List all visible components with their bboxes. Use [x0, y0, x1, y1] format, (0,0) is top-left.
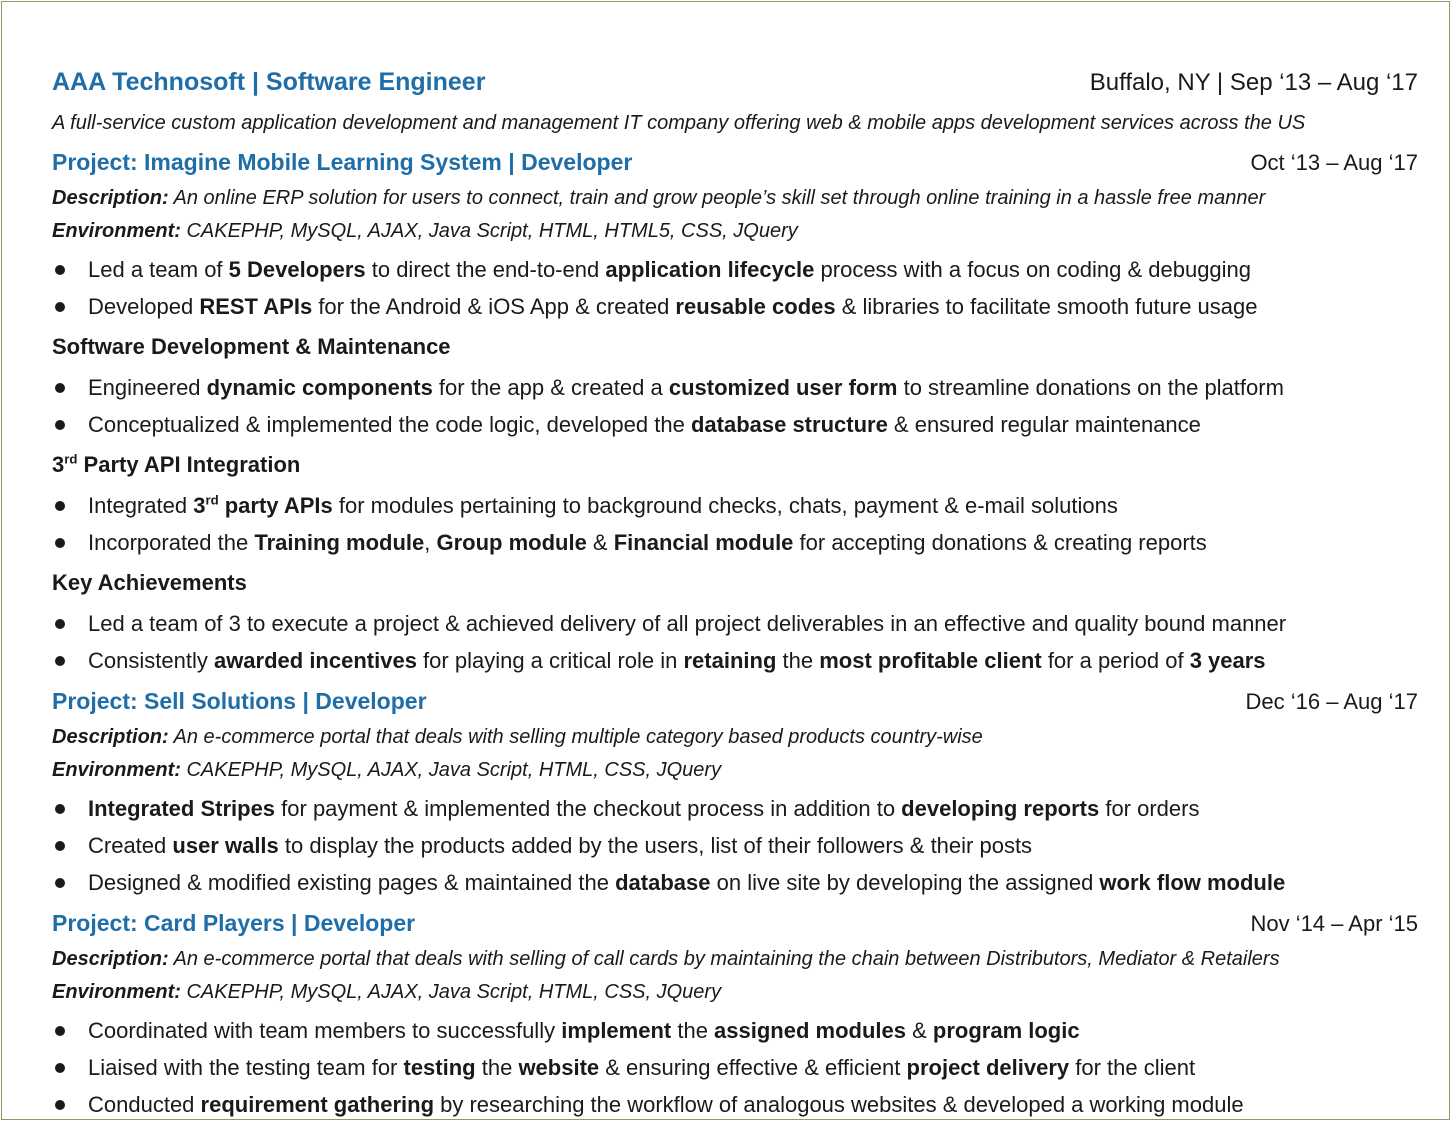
bold-text: user walls	[172, 833, 279, 858]
text-run: Developed	[88, 294, 200, 319]
bold-text: Group module	[436, 530, 587, 555]
project-description-label: Description:	[52, 726, 169, 748]
text-run: to display the products added by the users, list of their followers & their posts	[278, 833, 1033, 858]
bullet-item	[52, 406, 1418, 443]
company-header	[52, 62, 1418, 103]
project-environment	[52, 215, 1418, 248]
bullet-dot-icon	[55, 538, 65, 548]
bullet-dot-icon	[55, 841, 65, 851]
text-run: Integrated	[88, 493, 194, 518]
project-block	[52, 904, 1418, 1123]
bullet-item	[52, 864, 1418, 901]
bold-text: work flow module	[1099, 870, 1286, 895]
bullet-list	[52, 487, 1418, 561]
bold-text: program logic	[932, 1018, 1080, 1043]
text-run: & ensuring effective & efficient	[599, 1055, 907, 1080]
company-location-dates: Buffalo, NY | Sep ‘13 – Aug ‘17	[1089, 69, 1418, 96]
section-heading	[52, 446, 1418, 484]
bold-text: implement	[561, 1018, 672, 1043]
project-environment-label: Environment:	[52, 981, 181, 1003]
project-header	[52, 143, 1418, 182]
bullet-dot-icon	[55, 804, 65, 814]
project-description	[52, 943, 1418, 976]
text-run: for payment & implemented the checkout process in addition to	[275, 796, 902, 821]
bold-text: Financial module	[613, 530, 794, 555]
project-block	[52, 682, 1418, 901]
text-run: Consistently	[88, 648, 214, 673]
text-run: for a period of	[1041, 648, 1190, 673]
project-description-text: An e-commerce portal that deals with selling multiple category based products country-wise	[173, 726, 983, 748]
text-run: Created	[88, 833, 173, 858]
bullet-item	[52, 288, 1418, 325]
text-run: for orders	[1099, 796, 1200, 821]
bold-text: application lifecycle	[605, 257, 815, 282]
project-header	[52, 682, 1418, 721]
bold-text: most profitable client	[819, 648, 1042, 673]
bullet-item	[52, 1086, 1418, 1123]
bullet-list	[52, 1012, 1418, 1123]
text-run: for the client	[1069, 1055, 1196, 1080]
text-run: Liaised with the testing team for	[88, 1055, 404, 1080]
text-run: rd	[64, 451, 78, 467]
text-run: ,	[424, 530, 437, 555]
text-run: &	[586, 530, 614, 555]
project-description-text: An e-commerce portal that deals with selling of call cards by maintaining the chain between Distributors, Mediator & Retailers	[173, 948, 1280, 970]
text-run: to streamline donations on the platform	[897, 375, 1284, 400]
bold-text: project delivery	[906, 1055, 1070, 1080]
project-title: Project: Card Players | Developer	[52, 910, 416, 936]
bold-text: retaining	[683, 648, 777, 673]
bullet-item	[52, 1012, 1418, 1049]
project-environment-text: CAKEPHP, MySQL, AJAX, Java Script, HTML, CSS, JQuery	[186, 759, 722, 781]
text-run: the	[671, 1018, 715, 1043]
bullet-item	[52, 827, 1418, 864]
bullet-item	[52, 487, 1418, 524]
bullet-item	[52, 251, 1418, 288]
bold-text: website	[518, 1055, 600, 1080]
bullet-item	[52, 524, 1418, 561]
bold-text: Training module	[254, 530, 425, 555]
project-title: Project: Sell Solutions | Developer	[52, 688, 427, 714]
experience-section	[52, 62, 1418, 1126]
bold-text: testing	[403, 1055, 476, 1080]
bullet-dot-icon	[55, 1063, 65, 1073]
bullet-dot-icon	[55, 383, 65, 393]
text-run: the	[475, 1055, 519, 1080]
project-block	[52, 143, 1418, 679]
text-run: Key Achievements	[52, 570, 247, 595]
bold-text: requirement gathering	[200, 1092, 435, 1117]
bullet-list	[52, 369, 1418, 443]
text-run: 3	[52, 452, 65, 477]
bold-text: 3	[193, 493, 206, 518]
bullet-list	[52, 605, 1418, 679]
text-run: Led a team of 3 to execute a project & achieved delivery of all project deliverables in an effective and quality bound manner	[88, 611, 1287, 636]
text-run: to direct the end-to-end	[365, 257, 606, 282]
bullet-dot-icon	[55, 1100, 65, 1110]
project-environment-text: CAKEPHP, MySQL, AJAX, Java Script, HTML, HTML5, CSS, JQuery	[186, 220, 798, 242]
bold-text: rd	[205, 492, 219, 508]
bold-text: dynamic components	[206, 375, 433, 400]
text-run: Designed & modified existing pages & maintained the	[88, 870, 616, 895]
section-heading	[52, 328, 1418, 366]
project-dates: Nov ‘14 – Apr ‘15	[1250, 911, 1418, 936]
bullet-dot-icon	[55, 656, 65, 666]
text-run: on live site by developing the assigned	[710, 870, 1100, 895]
projects-list	[52, 143, 1418, 1123]
text-run: & libraries to facilitate smooth future usage	[835, 294, 1258, 319]
bullet-item	[52, 369, 1418, 406]
bold-text: developing reports	[901, 796, 1100, 821]
text-run: process with a focus on coding & debugging	[814, 257, 1252, 282]
text-run: Party API Integration	[77, 452, 301, 477]
text-run: & ensured regular maintenance	[887, 412, 1201, 437]
bold-text: awarded incentives	[213, 648, 417, 673]
bold-text: party APIs	[218, 493, 333, 518]
text-run: Coordinated with team members to successfully	[88, 1018, 562, 1043]
text-run: for playing a critical role in	[416, 648, 684, 673]
project-environment	[52, 976, 1418, 1009]
project-title: Project: Imagine Mobile Learning System | Developer	[52, 149, 633, 175]
bullet-item	[52, 605, 1418, 642]
text-run: the	[776, 648, 820, 673]
bold-text: 5 Developers	[228, 257, 366, 282]
text-run: Engineered	[88, 375, 207, 400]
text-run: &	[906, 1018, 933, 1043]
project-description-text: An online ERP solution for users to connect, train and grow people’s skill set through online training in a hassle free manner	[173, 187, 1266, 209]
project-description	[52, 182, 1418, 215]
text-run: Led a team of	[88, 257, 229, 282]
bullet-dot-icon	[55, 619, 65, 629]
bold-text: customized user form	[668, 375, 898, 400]
project-header	[52, 904, 1418, 943]
project-description-label: Description:	[52, 187, 169, 209]
bold-text: 3 years	[1189, 648, 1266, 673]
project-dates: Dec ‘16 – Aug ‘17	[1245, 689, 1418, 714]
bullet-item	[52, 790, 1418, 827]
bullet-dot-icon	[55, 878, 65, 888]
bold-text: database	[615, 870, 711, 895]
company-tagline: A full-service custom application development and management IT company offering web & mobile apps development services across the US	[52, 112, 1306, 134]
text-run: Conceptualized & implemented the code logic, developed the	[88, 412, 691, 437]
text-run: Software Development & Maintenance	[52, 334, 451, 359]
project-environment-label: Environment:	[52, 220, 181, 242]
project-environment-label: Environment:	[52, 759, 181, 781]
text-run: for accepting donations & creating reports	[793, 530, 1207, 555]
text-run: Conducted	[88, 1092, 201, 1117]
bullet-list	[52, 251, 1418, 325]
bullet-dot-icon	[55, 501, 65, 511]
text-run: by researching the workflow of analogous websites & developed a working module	[434, 1092, 1244, 1117]
bold-text: assigned modules	[714, 1018, 906, 1043]
resume-page	[1, 1, 1450, 1120]
bold-text: REST APIs	[199, 294, 313, 319]
bullet-item	[52, 1049, 1418, 1086]
text-run: Incorporated the	[88, 530, 255, 555]
bullet-dot-icon	[55, 302, 65, 312]
bullet-dot-icon	[55, 1026, 65, 1036]
project-description-label: Description:	[52, 948, 169, 970]
bullet-list	[52, 790, 1418, 901]
bold-text: database structure	[690, 412, 888, 437]
text-run: for the app & created a	[432, 375, 669, 400]
bullet-dot-icon	[55, 265, 65, 275]
bullet-dot-icon	[55, 420, 65, 430]
project-dates: Oct ‘13 – Aug ‘17	[1250, 150, 1418, 175]
project-environment	[52, 754, 1418, 787]
text-run: for the Android & iOS App & created	[312, 294, 676, 319]
bold-text: Integrated Stripes	[88, 796, 276, 821]
company-title: AAA Technosoft | Software Engineer	[52, 68, 486, 96]
project-environment-text: CAKEPHP, MySQL, AJAX, Java Script, HTML, CSS, JQuery	[186, 981, 722, 1003]
project-description	[52, 721, 1418, 754]
bullet-item	[52, 642, 1418, 679]
section-heading	[52, 564, 1418, 602]
bold-text: reusable codes	[675, 294, 836, 319]
text-run: for modules pertaining to background checks, chats, payment & e-mail solutions	[332, 493, 1118, 518]
